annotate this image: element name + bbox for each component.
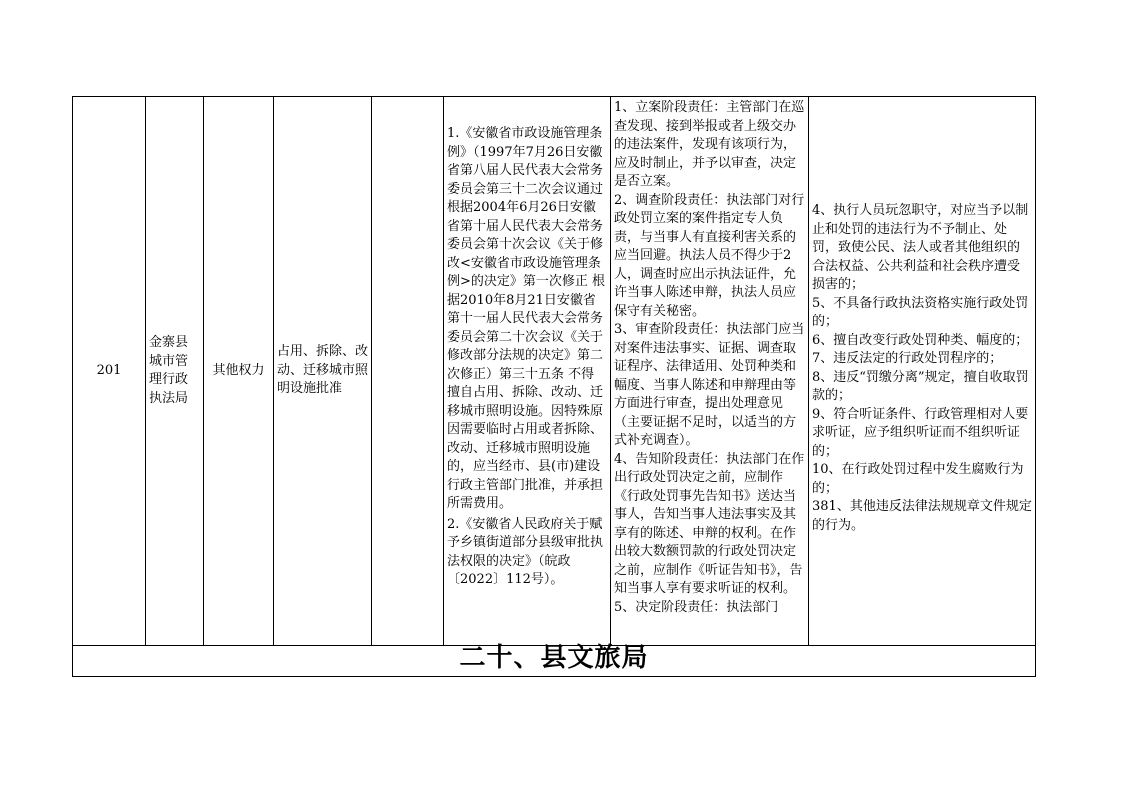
liability-item: 8、违反“罚缴分离”规定，擅自收取罚款的； xyxy=(812,369,1029,403)
responsibility-cell xyxy=(611,97,809,646)
section-header-cell xyxy=(73,643,1036,677)
liability-item: 10、在行政处罚过程中发生腐败行为的； xyxy=(812,462,1024,496)
sub-item-cell xyxy=(372,97,444,646)
power-type: 其他权力 xyxy=(212,362,265,378)
item-name: 占用、拆除、改动、迁移城市照明设施批准 xyxy=(277,344,369,397)
responsibility-item: 3、审查阶段责任：执法部门应当对案件违法事实、证据、调查取证程序、法律适用、处罚种类和幅度、当事人陈述和申辩理由等方面进行审查，提出处理意见（主要证据不足时，以适当的方式补充调查）。 xyxy=(614,322,805,448)
liability-list xyxy=(809,97,1035,535)
legal-basis-item: 1.《安徽省市政设施管理条例》（1997年7月26日安徽省第八届人民代表大会常务委员会第三十二次会议通过 根据2004年6月26日安徽省第十届人民代表大会常务委员会第十次会议《关于修改<安徽省市政设施管理条例>的决定》第一次修正 根据2010年8月21日安徽省第十一届人民代表大会常务委员会第二十次会议《关于修改部分法规的决定》第二次修正）第三十五条 不得擅自占用、拆除、改动、迁移城市照明设施。因特殊原因需要临时占用或者拆除、改动、迁移城市照明设施的，应当经市、县(市)建设行政主管部门批准，并承担所需费用。 xyxy=(447,126,606,511)
item-name-cell xyxy=(274,97,372,646)
power-type-cell xyxy=(204,97,274,646)
power-list-table xyxy=(72,96,1036,677)
department-name: 金寨县城市管理行政执法局 xyxy=(149,335,189,406)
liability-item: 9、符合听证条件、行政管理相对人要求听证，应予组织听证而不组织听证的； xyxy=(812,406,1029,459)
responsibility-item: 1、立案阶段责任：主管部门在巡查发现、接到举报或者上级交办的违法案件，发现有该项行为，应及时制止，并予以审查，决定是否立案。 xyxy=(614,100,805,189)
table-row xyxy=(73,97,1036,646)
responsibility-item: 5、决定阶段责任：执法部门 xyxy=(614,599,779,615)
liability-item: 7、违反法定的行政处罚程序的； xyxy=(812,351,1003,366)
responsibility-item: 4、告知阶段责任：执法部门在作出行政处罚决定之前，应制作《行政处罚事先告知书》送达当事人，告知当事人违法事实及其享有的陈述、申辩的权利。在作出较大数额罚款的行政处罚决定之前，应制作《听证告知书》，告知当事人享有要求听证的权利。 xyxy=(614,451,805,596)
row-number: 201 xyxy=(96,362,122,378)
liability-item: 4、执行人员玩忽职守，对应当予以制止和处罚的违法行为不予制止、处罚，致使公民、法人或者其他组织的合法权益、公共利益和社会秩序遭受损害的； xyxy=(812,203,1029,292)
legal-basis xyxy=(444,97,610,590)
liability-item: 381、其他违反法律法规规章文件规定的行为。 xyxy=(812,499,1032,533)
responsibility-item: 2、调查阶段责任：执法部门对行政处罚立案的案件指定专人负责，与当事人有直接利害关系的应当回避。执法人员不得少于2人，调查时应出示执法证件，允许当事人陈述申辩，执法人员应保守有关秘密。 xyxy=(614,192,805,319)
responsibility-list xyxy=(611,97,808,617)
legal-basis-cell xyxy=(444,97,611,646)
liability-item: 5、不具备行政执法资格实施行政处罚的； xyxy=(812,295,1029,329)
section-title: 二十、县文旅局 xyxy=(459,643,649,674)
liability-item: 6、擅自改变行政处罚种类、幅度的； xyxy=(812,332,1029,348)
liability-cell xyxy=(809,97,1036,646)
section-header-row xyxy=(73,646,1036,677)
legal-basis-item: 2.《安徽省人民政府关于赋予乡镇街道部分县级审批执法权限的决定》（皖政〔2022〕112号）。 xyxy=(447,516,604,587)
department-cell xyxy=(146,97,204,646)
row-number-cell xyxy=(73,97,146,646)
